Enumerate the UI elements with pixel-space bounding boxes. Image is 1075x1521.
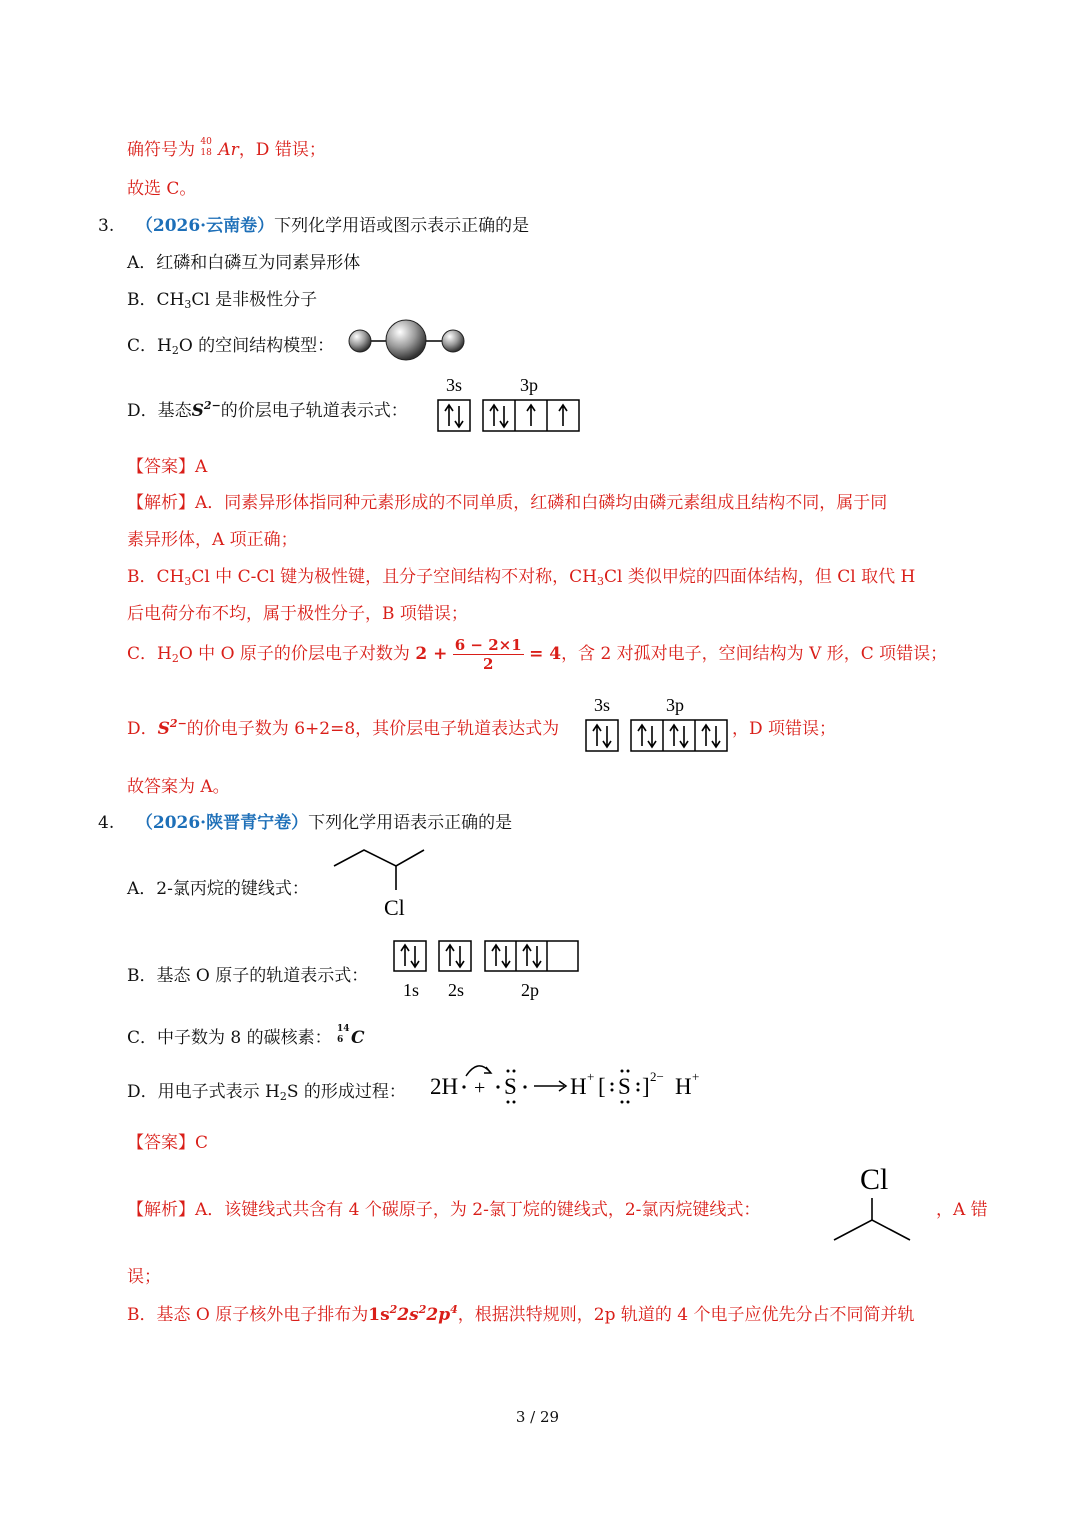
option-d: D．基态$S^{2-}$的价层电子轨道表示式： <box>127 399 408 421</box>
svg-text:1s: 1s <box>403 980 420 1000</box>
isotope-symbol: 40 18 <box>200 137 212 158</box>
s2-orbital-diagram-correct <box>584 692 730 754</box>
carbon-14-symbol: 14 6 <box>337 1024 350 1045</box>
option-a: A．红磷和白磷互为同素异形体 <box>127 253 361 273</box>
svg-text:[: [ <box>598 1074 606 1099</box>
fraction: $\frac{6 - 2\times 1}{2}$ <box>454 636 522 673</box>
explanation-q3-line6: D．$S^{2-}$的价电子数为 6+2=8，其价层电子轨道表达式为 <box>127 717 560 739</box>
prev-line-2: 故选 C。 <box>127 179 197 199</box>
explanation-q3-line2: 素异形体，A 项正确； <box>127 530 298 550</box>
svg-text:3s: 3s <box>446 375 463 395</box>
explanation-q3-line6-tail: ，D 项错误； <box>732 719 837 739</box>
svg-text:+: + <box>587 1069 595 1084</box>
prev-text: 确符号为 <box>127 140 195 160</box>
h2o-ball-stick-model <box>346 318 468 364</box>
option-b: B．$CH_3Cl$ 是非极性分子 <box>127 290 318 311</box>
svg-text:S: S <box>504 1074 517 1099</box>
explanation-q3-line1: 【解析】A．同素异形体指同种元素形成的不同单质，红磷和白磷均由磷元素组成且结构不同，属于同 <box>127 493 888 513</box>
svg-text:3p: 3p <box>520 375 538 395</box>
svg-text:2H: 2H <box>430 1074 459 1099</box>
skeletal-formula-2-chlorobutane <box>330 842 430 922</box>
option-a: A．2-氯丙烷的键线式： <box>127 879 309 899</box>
question-3-stem: 3. （2026·云南卷）下列化学用语或图示表示正确的是 <box>98 216 530 236</box>
svg-text:3p: 3p <box>666 695 684 715</box>
svg-text:H: H <box>675 1074 692 1099</box>
h2s-electron-formula-process <box>428 1058 718 1110</box>
explanation-q4-line3: B．基态 O 原子核外电子排布为$1s^22s^22p^4$，根据洪特规则，2p 轨道的 4 个电子应优先分占不同简并轨 <box>127 1303 915 1325</box>
explanation-q3-conclusion: 故答案为 A。 <box>127 777 230 797</box>
svg-text:Cl: Cl <box>860 1163 889 1196</box>
option-c: C．中子数为 8 的碳核素： 14 6 C <box>127 1024 365 1048</box>
explanation-q3-line5: C．$H_2O$ 中 O 原子的价层电子对数为 2 + $\frac{6 - 2\times 1}{2}$ = 4，含 2 对孤对电子，空间结构为 V 形，C 项错误； <box>127 636 948 673</box>
question-4-stem: 4. （2026·陕晋青宁卷）下列化学用语表示正确的是 <box>98 813 513 833</box>
question-source: （2026·云南卷） <box>135 216 275 236</box>
svg-text:H: H <box>570 1074 587 1099</box>
explanation-q3-line4: 后电荷分布不均，属于极性分子，B 项错误； <box>127 604 468 624</box>
svg-text:2s: 2s <box>448 980 465 1000</box>
svg-text:+: + <box>474 1077 486 1099</box>
svg-text:]: ] <box>642 1074 650 1099</box>
skeletal-formula-2-chloropropane <box>828 1158 916 1248</box>
formula-part: 2 + <box>415 644 448 664</box>
option-b: B．基态 O 原子的轨道表示式： <box>127 966 369 986</box>
question-source: （2026·陕晋青宁卷） <box>135 813 309 833</box>
explanation-q4-line1: 【解析】A．该键线式共含有 4 个碳原子，为 2-氯丁烷的键线式，2-氯丙烷键线式： <box>127 1200 761 1220</box>
explanation-q4-line1-tail: ，A 错 <box>936 1200 988 1220</box>
explanation-q4-line2: 误； <box>127 1267 161 1287</box>
option-d: D．用电子式表示 $H_2S$ 的形成过程： <box>127 1082 406 1103</box>
svg-text:S: S <box>618 1074 631 1099</box>
svg-text:Cl: Cl <box>384 895 405 920</box>
svg-text:2−: 2− <box>650 1069 664 1084</box>
svg-text:+: + <box>692 1069 700 1084</box>
explanation-q3-line3: B．$CH_3Cl$ 中 C-Cl 键为极性键，且分子空间结构不对称，$CH_3Cl$ 类似甲烷的四面体结构，但 Cl 取代 H <box>127 567 916 588</box>
svg-text:2p: 2p <box>521 980 539 1000</box>
prev-line-1: 确符号为 40 18 Ar，D 错误； <box>127 137 326 160</box>
page-number: 3 / 29 <box>515 1408 560 1426</box>
svg-text:3s: 3s <box>594 695 611 715</box>
answer-q3: 【答案】A <box>127 457 208 477</box>
s2-orbital-diagram-wrong <box>436 372 582 434</box>
option-c: C．$H_2O$ 的空间结构模型： <box>127 336 335 357</box>
answer-q4: 【答案】C <box>127 1133 209 1153</box>
oxygen-orbital-diagram <box>392 938 582 1004</box>
isotope-element: Ar <box>218 140 239 160</box>
